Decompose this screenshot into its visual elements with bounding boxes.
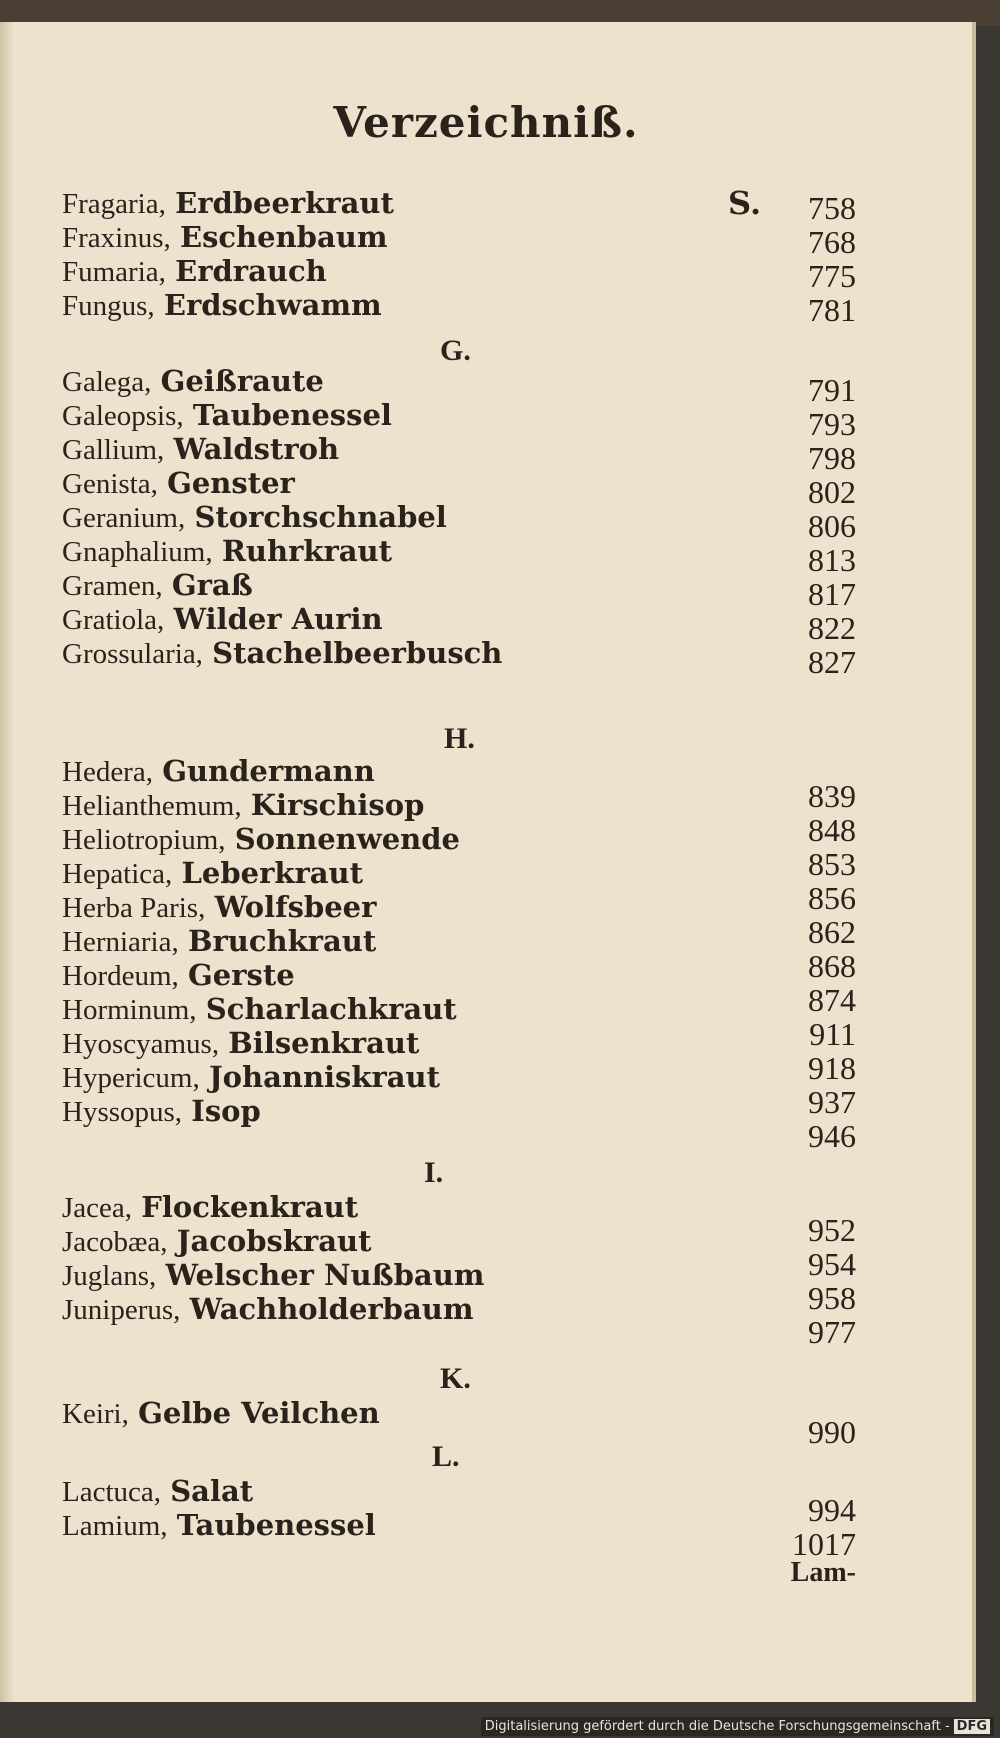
latin-name: Grossularia,	[62, 638, 203, 670]
latin-name: Lactuca,	[62, 1476, 162, 1508]
page-number: 848	[808, 812, 856, 848]
german-name: Stachelbeerbusch	[212, 636, 503, 670]
latin-name: Fraxinus,	[62, 222, 171, 254]
page-number: 798	[808, 440, 856, 476]
german-name: Taubenessel	[192, 398, 392, 432]
index-entry	[62, 754, 482, 789]
index-entry	[62, 1292, 482, 1327]
index-entry	[62, 822, 482, 857]
latin-name: Fumaria,	[62, 256, 166, 288]
german-name: Bilsenkraut	[228, 1026, 420, 1060]
page-number: 937	[808, 1084, 856, 1120]
index-entry	[62, 568, 482, 603]
section-letter: G.	[440, 334, 471, 367]
german-name: Storchschnabel	[194, 500, 447, 534]
index-entry	[62, 1224, 482, 1259]
german-name: Ruhrkraut	[221, 534, 393, 568]
page-number: 954	[808, 1246, 856, 1282]
page-number: 827	[808, 644, 856, 680]
latin-name: Hyssopus,	[62, 1096, 183, 1128]
index-entry	[62, 220, 482, 255]
index-entry	[62, 992, 482, 1027]
latin-name: Horminum,	[62, 994, 197, 1026]
dfg-logo: DFG	[954, 1719, 990, 1734]
latin-name: Herniaria,	[62, 926, 179, 958]
index-entry	[62, 1094, 482, 1129]
section-letter: H.	[444, 722, 475, 755]
latin-name: Genista,	[62, 468, 158, 500]
index-entry	[62, 534, 482, 569]
index-entry	[62, 890, 482, 925]
index-entry	[62, 186, 482, 221]
page-number: 775	[808, 258, 856, 294]
german-name: Gelbe Veilchen	[138, 1396, 380, 1430]
index-entry	[62, 788, 482, 823]
german-name: Genster	[167, 466, 295, 500]
page-abbrev-label: S.	[728, 184, 762, 222]
index-entry	[62, 466, 482, 501]
page-number: 768	[808, 224, 856, 260]
german-name: Gundermann	[162, 754, 375, 788]
page-heading: Verzeichniß.	[333, 98, 639, 147]
latin-name: Gallium,	[62, 434, 165, 466]
latin-name: Hedera,	[62, 756, 153, 788]
latin-name: Hepatica,	[62, 858, 173, 890]
latin-name: Gramen,	[62, 570, 163, 602]
page-number: 793	[808, 406, 856, 442]
digitization-footer	[481, 1717, 994, 1736]
latin-name: Galega,	[62, 366, 152, 398]
german-name: Taubenessel	[176, 1508, 376, 1542]
index-entry	[62, 1258, 485, 1293]
latin-name: Helianthemum,	[62, 790, 242, 822]
section-letter: L.	[432, 1440, 460, 1473]
german-name: Erdrauch	[175, 254, 327, 288]
page-number: 994	[808, 1492, 856, 1528]
german-name: Leberkraut	[181, 856, 364, 890]
page-number: 806	[808, 508, 856, 544]
latin-name: Keiri,	[62, 1398, 129, 1430]
latin-name: Geranium,	[62, 502, 186, 534]
page-number: 802	[808, 474, 856, 510]
latin-name: Lamium,	[62, 1510, 168, 1542]
latin-name: Galeopsis,	[62, 400, 184, 432]
latin-name: Gratiola,	[62, 604, 165, 636]
page-number: 813	[808, 542, 856, 578]
page-number: 822	[808, 610, 856, 646]
index-entry	[62, 432, 482, 467]
page-number: 946	[808, 1118, 856, 1154]
latin-name: Fungus,	[62, 290, 155, 322]
page-number: 977	[808, 1314, 856, 1350]
index-entry	[62, 398, 482, 433]
german-name: Sonnenwende	[234, 822, 460, 856]
german-name: Isop	[191, 1094, 261, 1128]
page-number: 781	[808, 292, 856, 328]
index-entry	[62, 1396, 482, 1431]
section-letter: K.	[440, 1362, 471, 1395]
index-entry	[62, 1060, 482, 1095]
index-entry	[62, 1026, 482, 1061]
german-name: Flockenkraut	[141, 1190, 359, 1224]
latin-name: Jacea,	[62, 1192, 133, 1224]
page-number: 1017	[792, 1526, 856, 1562]
german-name: Wolfsbeer	[214, 890, 377, 924]
page-number: 958	[808, 1280, 856, 1316]
page-number: 990	[808, 1414, 856, 1450]
catchword: Lam-	[790, 1557, 856, 1588]
index-entry	[62, 958, 482, 993]
page-number: 868	[808, 948, 856, 984]
page-number: 862	[808, 914, 856, 950]
index-entry	[62, 1508, 482, 1543]
latin-name: Jacobæa,	[62, 1226, 168, 1258]
german-name: Wachholderbaum	[189, 1292, 474, 1326]
latin-name: Hypericum,	[62, 1062, 200, 1094]
page-number: 758	[808, 190, 856, 226]
german-name: Wilder Aurin	[173, 602, 383, 636]
german-name: Graß	[171, 568, 253, 602]
page-number: 839	[808, 778, 856, 814]
latin-name: Juglans,	[62, 1260, 157, 1292]
index-entry	[62, 924, 482, 959]
german-name: Waldstroh	[173, 432, 340, 466]
index-entry	[62, 254, 482, 289]
section-letter: I.	[424, 1156, 444, 1189]
index-entry	[62, 856, 482, 891]
latin-name: Herba Paris,	[62, 892, 206, 924]
latin-name: Juniperus,	[62, 1294, 181, 1326]
latin-name: Fragaria,	[62, 188, 166, 220]
index-entry	[62, 602, 482, 637]
german-name: Johanniskraut	[208, 1060, 441, 1094]
index-entry	[62, 1190, 482, 1225]
german-name: Erdbeerkraut	[175, 186, 394, 220]
german-name: Jacobskraut	[176, 1224, 372, 1258]
page-number: 853	[808, 846, 856, 882]
german-name: Salat	[170, 1474, 254, 1508]
page-number: 918	[808, 1050, 856, 1086]
german-name: Geißraute	[160, 364, 324, 398]
footer-text: Digitalisierung gefördert durch die Deutsche Forschungsgemeinschaft -	[484, 1719, 950, 1734]
german-name: Scharlachkraut	[205, 992, 457, 1026]
german-name: Bruchkraut	[187, 924, 377, 958]
index-entry	[62, 500, 482, 535]
page-gutter	[0, 22, 14, 1702]
german-name: Eschenbaum	[179, 220, 388, 254]
index-entry	[62, 364, 482, 399]
index-entry	[62, 636, 503, 671]
german-name: Gerste	[188, 958, 295, 992]
page-number: 791	[808, 372, 856, 408]
page-number: 952	[808, 1212, 856, 1248]
latin-name: Heliotropium,	[62, 824, 226, 856]
german-name: Erdschwamm	[163, 288, 382, 322]
page-number: 911	[809, 1016, 856, 1052]
german-name: Welscher Nußbaum	[165, 1258, 485, 1292]
german-name: Kirschisop	[250, 788, 425, 822]
latin-name: Hyoscyamus,	[62, 1028, 220, 1060]
index-entry	[62, 288, 482, 323]
page-number: 817	[808, 576, 856, 612]
index-entry	[62, 1474, 482, 1509]
page-number: 874	[808, 982, 856, 1018]
latin-name: Hordeum,	[62, 960, 179, 992]
page-number: 856	[808, 880, 856, 916]
latin-name: Gnaphalium,	[62, 536, 213, 568]
